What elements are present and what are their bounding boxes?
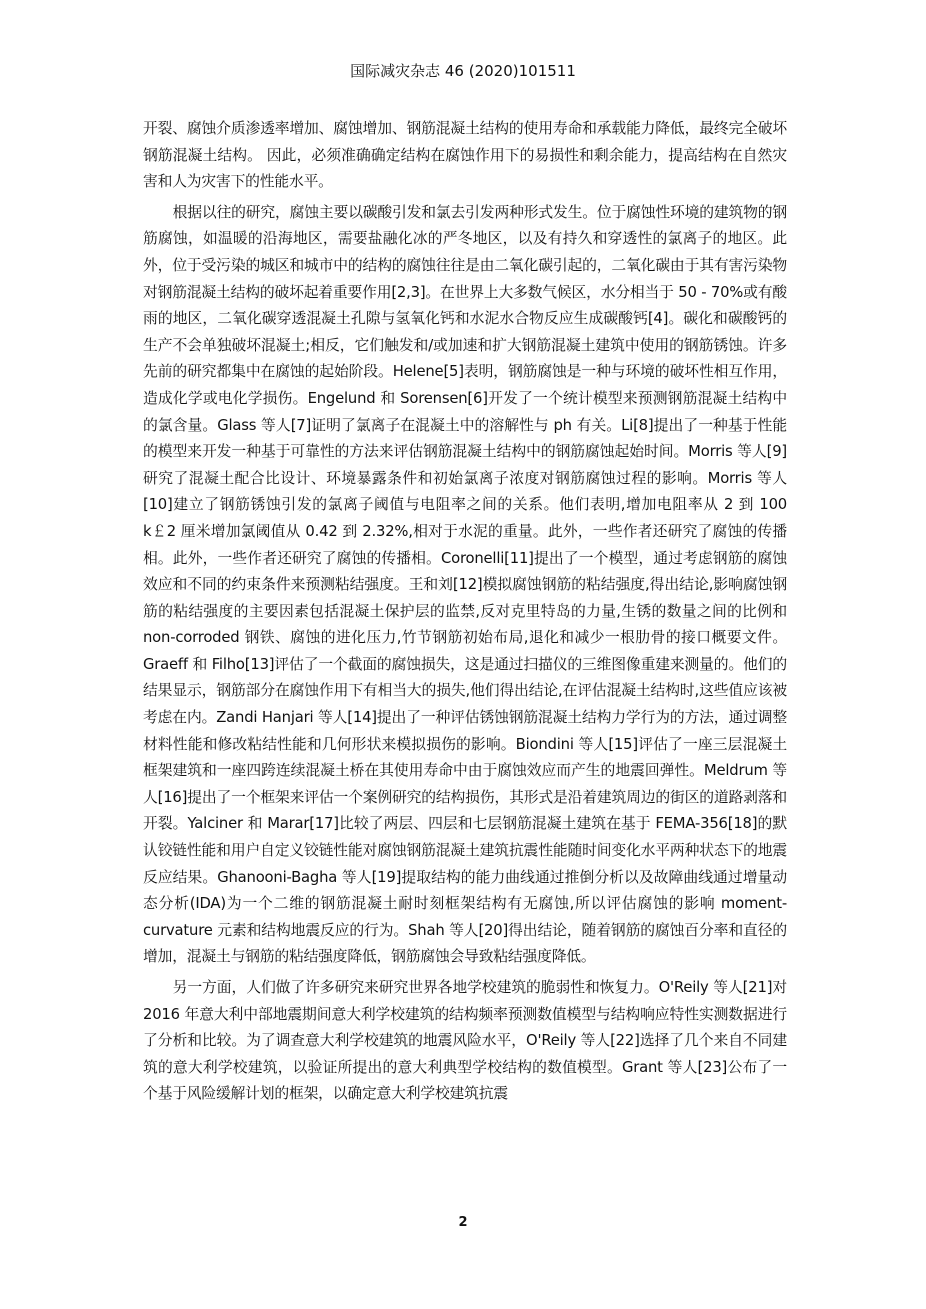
paragraph-continuation: 开裂、腐蚀介质渗透率增加、腐蚀增加、钢筋混凝土结构的使用寿命和承载能力降低，最终完全破坏钢筋混凝土结构。 因此，必须准确确定结构在腐蚀作用下的易损性和剩余能力，提高结构在自然灾害和人为灾害下的性能水平。 [143,120,787,191]
article-body [143,116,787,1108]
page-number: 2 [458,1215,468,1230]
paragraph-school-buildings: 另一方面，人们做了许多研究来研究世界各地学校建筑的脆弱性和恢复力。O'Reily 等人[21]对 2016 年意大利中部地震期间意大利学校建筑的结构频率预测数值模型与结构响应特性实测数据进行了分析和比较。为了调查意大利学校建筑的地震风险水平，O'Reily 等人[22]选择了几个来自不同建筑的意大利学校建筑，以验证所提出的意大利典型学校结构的数值模型。Grant 等人[23]公布了一个基于风险缓解计划的框架，以确定意大利学校建筑抗震 [143,979,787,1103]
journal-header: 国际减灾杂志 46 (2020)101511 [350,62,576,80]
paragraph-corrosion-review: 根据以往的研究，腐蚀主要以碳酸引发和氯去引发两种形式发生。位于腐蚀性环境的建筑物的钢筋腐蚀，如温暖的沿海地区，需要盐融化冰的严冬地区，以及有持久和穿透性的氯离子的地区。此外，位于受污染的城区和城市中的结构的腐蚀往往是由二氧化碳引起的，二氧化碳由于其有害污染物对钢筋混凝土结构的破坏起着重要作用[2,3]。在世界上大多数气候区，水分相当于 50 - 70%或有酸雨的地区，二氧化碳穿透混凝土孔隙与氢氧化钙和水泥水合物反应生成碳酸钙[4]。碳化和碳酸钙的生产不会单独破坏混凝土;相反，它们触发和/或加速和扩大钢筋混凝土建筑中使用的钢筋锈蚀。许多先前的研究都集中在腐蚀的起始阶段。Helene[5]表明，钢筋腐蚀是一种与环境的破坏性相互作用，造成化学或电化学损伤。Engelund 和 Sorensen[6]开发了一个统计模型来预测钢筋混凝土结构中的氯含量。Glass 等人[7]证明了氯离子在混凝土中的溶解性与 ph 有关。Li[8]提出了一种基于性能的模型来开发一种基于可靠性的方法来评估钢筋混凝土结构中的钢筋腐蚀起始时间。Morris 等人[9]研究了混凝土配合比设计、环境暴露条件和初始氯离子浓度对钢筋腐蚀过程的影响。Morris 等人[10]建立了钢筋锈蚀引发的氯离子阈值与电阻率之间的关系。他们表明,增加电阻率从 2 到 100 k￡2 厘米增加氯阈值从 0.42 到 2.32%,相对于水泥的重量。此外，一些作者还研究了腐蚀的传播相。此外，一些作者还研究了腐蚀的传播相。Coronelli[11]提出了一个模型，通过考虑钢筋的腐蚀效应和不同的约束条件来预测粘结强度。王和刘[12]模拟腐蚀钢筋的粘结强度,得出结论,影响腐蚀钢筋的粘结强度的主要因素包括混凝土保护层的监禁,反对克里特岛的力量,生锈的数量之间的比例和 non-corroded 钢铁、腐蚀的进化压力,竹节钢筋初始布局,退化和减少一根肋骨的接口概要文件。Graeff 和 Filho[13]评估了一个截面的腐蚀损失，这是通过扫描仪的三维图像重建来测量的。他们的结果显示，钢筋部分在腐蚀作用下有相当大的损失,他们得出结论,在评估混凝土结构时,这些值应该被考虑在内。Zandi Hanjari 等人[14]提出了一种评估锈蚀钢筋混凝土结构力学行为的方法，通过调整材料性能和修改粘结性能和几何形状来模拟损伤的影响。Biondini 等人[15]评估了一座三层混凝土框架建筑和一座四跨连续混凝土桥在其使用寿命中由于腐蚀效应而产生的地震回弹性。Meldrum 等人[16]提出了一个框架来评估一个案例研究的结构损伤，其形式是沿着建筑周边的街区的道路剥落和开裂。Yalciner 和 Marar[17]比较了两层、四层和七层钢筋混凝土建筑在基于 FEMA-356[18]的默认铰链性能和用户自定义铰链性能对腐蚀钢筋混凝土建筑抗震性能随时间变化水平两种状态下的地震反应结果。Ghanooni-Bagha 等人[19]提取结构的能力曲线通过推倒分析以及故障曲线通过增量动态分析(IDA)为一个二维的钢筋混凝土耐时刻框架结构有无腐蚀,所以评估腐蚀的影响 moment-curvature 元素和结构地震反应的行为。Shah 等人[20]得出结论，随着钢筋的腐蚀百分率和直径的增加，混凝土与钢筋的粘结强度降低，钢筋腐蚀会导致粘结强度降低。 [143,203,787,966]
